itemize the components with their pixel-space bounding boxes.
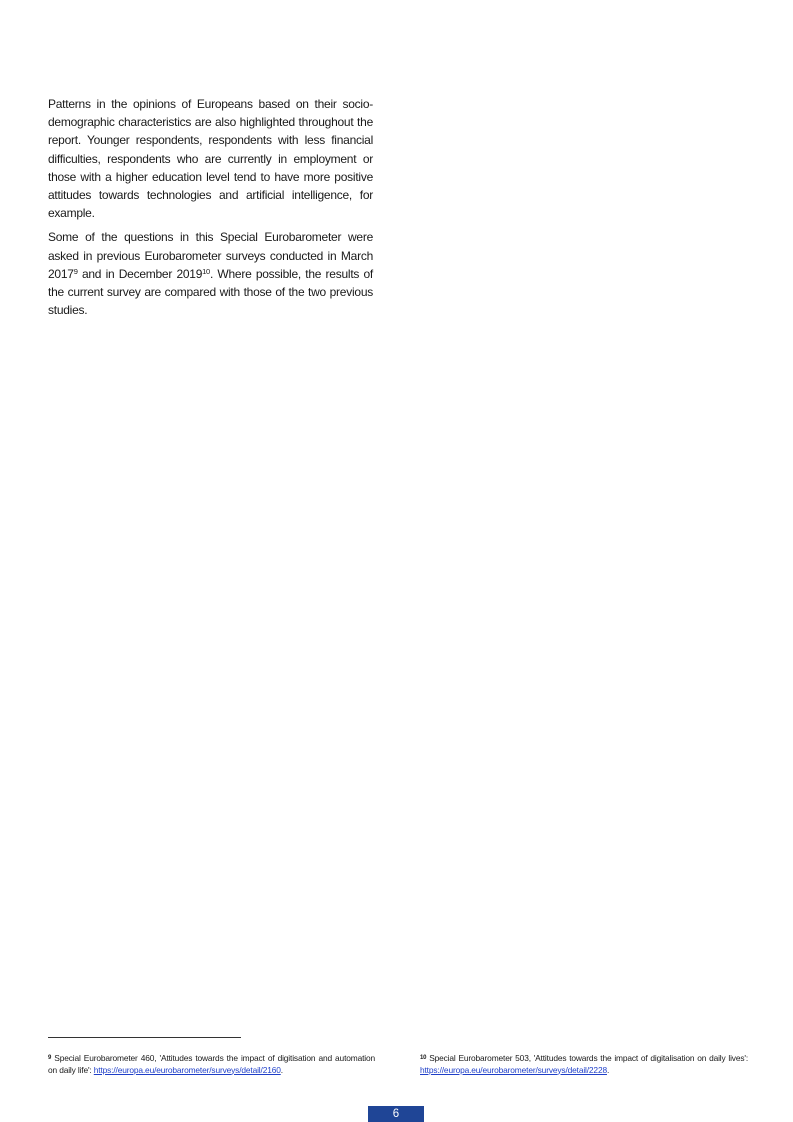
- footnote-10: [420, 1053, 748, 1076]
- footnote-9: [48, 1053, 375, 1076]
- footnote-end: .: [280, 1064, 283, 1075]
- paragraph-text: . Where possible, the results of the current survey are compared with those of the two previous studies.: [48, 266, 373, 318]
- main-text-column: [48, 95, 373, 325]
- footnote-mark: 9: [48, 1055, 52, 1061]
- footnote-ref-10[interactable]: 10: [202, 266, 210, 276]
- footnote-end: .: [606, 1064, 610, 1075]
- footnote-link[interactable]: https://europa.eu/eurobarometer/surveys/detail/2160: [93, 1064, 281, 1075]
- body-paragraph-previous-surveys: [48, 228, 373, 319]
- body-paragraph: Patterns in the opinions of Europeans based on their socio-demographic characteristics are also highlighted throughout the report. Younger respondents, respondents with less financial difficulties, respondents who are currently in employment or those with a higher education level tend to have more positive attitudes towards technologies and artificial intelligence, for example.: [48, 97, 373, 221]
- footnote-text: Special Eurobarometer 460, 'Attitudes towards the impact of digitisation and automation on daily life':: [48, 1053, 375, 1075]
- paragraph-text: and in December 2019: [77, 266, 203, 281]
- footnote-link[interactable]: https://europa.eu/eurobarometer/surveys/detail/2228: [420, 1064, 607, 1075]
- footnote-divider: [48, 1037, 241, 1038]
- footnote-mark: 10: [420, 1055, 427, 1061]
- paragraph-text: Some of the questions in this Special Eurobarometer were asked in previous Eurobarometer surveys conducted in March 2017: [48, 230, 373, 281]
- page-number: 6: [368, 1106, 424, 1122]
- footnote-ref-9[interactable]: 9: [73, 266, 78, 276]
- footnote-text: Special Eurobarometer 503, 'Attitudes towards the impact of digitalisation on daily lives':: [426, 1053, 748, 1063]
